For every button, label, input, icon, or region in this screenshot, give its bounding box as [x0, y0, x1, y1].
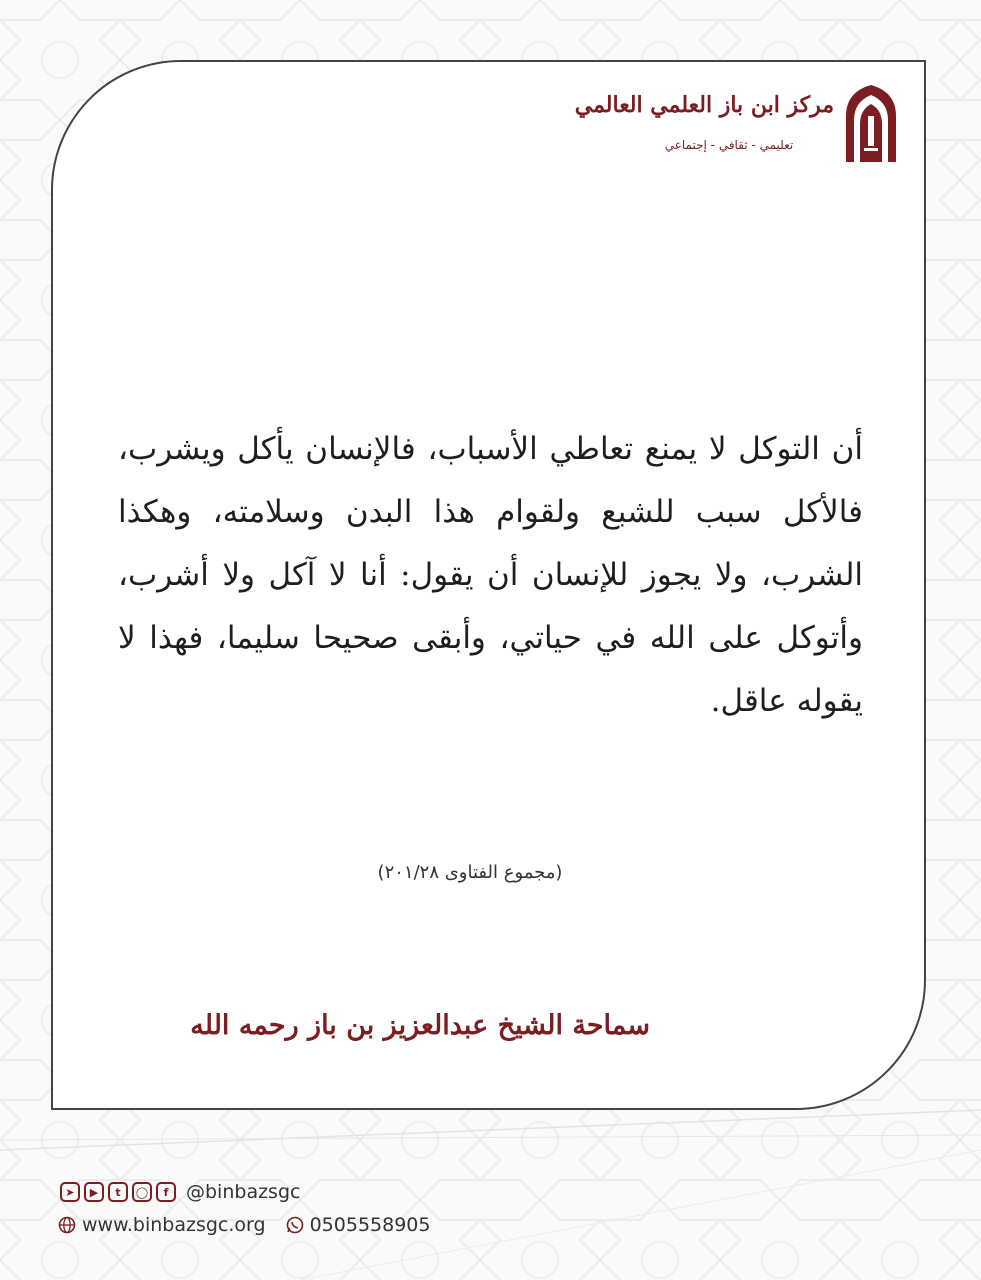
signature: سماحة الشيخ عبدالعزيز بن باز رحمه الله — [190, 1010, 650, 1041]
social-handle[interactable]: @binbazsgc — [186, 1181, 301, 1203]
logo-title: مركز ابن باز العلمي العالمي — [574, 92, 834, 118]
whatsapp-icon — [286, 1216, 304, 1234]
center-logo — [574, 82, 900, 172]
mosque-door-icon — [842, 82, 900, 164]
globe-icon — [58, 1216, 76, 1234]
fatwa-text: أن التوكل لا يمنع تعاطي الأسباب، فالإنسان يأكل ويشرب، فالأكل سبب للشبع ولقوام هذا البدن وسلامته، وهكذا الشرب، ولا يجوز للإنسان أن يقول: أنا لا آكل ولا أشرب، وأتوكل على الله في حياتي، وأبقى صحيحا سليما، فهذا لا يقوله عاقل. — [118, 431, 863, 719]
youtube-icon[interactable]: ▶ — [84, 1182, 104, 1202]
phone-number[interactable]: 0505558905 — [309, 1214, 431, 1236]
twitter-icon[interactable]: t — [108, 1182, 128, 1202]
telegram-icon[interactable]: ➤ — [60, 1182, 80, 1202]
contact-bar — [58, 1213, 430, 1237]
logo-subtitle: تعليمي - ثقافي - إجتماعي — [664, 138, 794, 152]
citation: (مجموع الفتاوى ٢٠١/٢٨) — [377, 862, 563, 883]
website-link[interactable]: www.binbazsgc.org — [82, 1214, 266, 1236]
facebook-icon[interactable]: f — [156, 1182, 176, 1202]
social-bar — [60, 1180, 300, 1204]
instagram-icon[interactable]: ◯ — [132, 1182, 152, 1202]
